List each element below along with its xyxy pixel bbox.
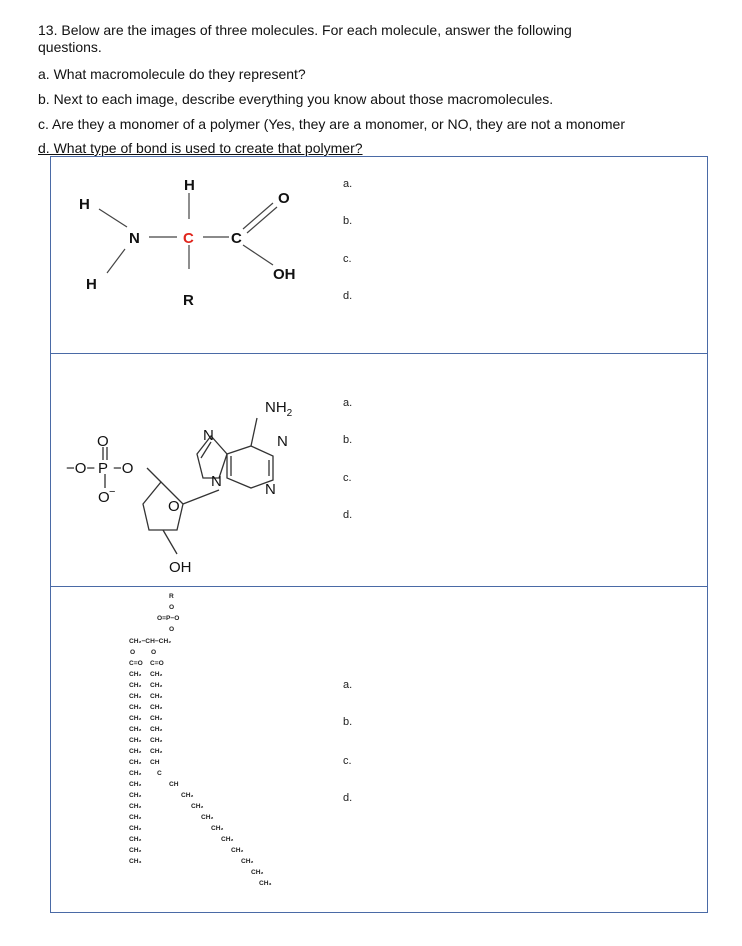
atom-o-carbonyl: O [278,190,290,207]
atom-ring-o: O [168,498,180,515]
chain-left-ch2: CH₂ [129,792,142,799]
phospholipid-structure [51,587,331,912]
chain-left-ch2: CH₂ [129,693,142,700]
atom-o-ester: −O [113,460,134,477]
atom-o-double: O [97,433,109,450]
head-phosphate: O=P−O [157,615,180,622]
chain-left-ch3: CH₃ [129,858,142,865]
chain-kink-ch2: CH₂ [201,814,214,821]
chain-kink-ch2: CH₂ [211,825,224,832]
chain-left-ch2: CH₂ [129,781,142,788]
chain-right-ch2: CH₂ [150,682,163,689]
chain-left-ch2: CH₂ [129,682,142,689]
atom-n1: N [277,433,288,450]
atom-oh: OH [273,266,296,283]
atom-nh2: $NH_2$ [265,399,293,419]
atom-c-alpha: C [183,230,194,247]
atom-n: N [129,230,140,247]
question-line-1: 13. Below are the images of three molecules. For each molecule, answer the following [38,22,572,38]
question-c: c. Are they a monomer of a polymer (Yes, they are a monomer, or NO, they are not a monomer [38,116,625,132]
chain-left-ch2: CH₂ [129,671,142,678]
head-glycerol: CH₂−CH−CH₂ [129,638,172,645]
question-line-2: questions. [38,39,102,55]
head-o-right: O [151,649,157,656]
chain-kink-ch2: CH₂ [241,858,254,865]
chain-left-ch2: CH₂ [129,726,142,733]
answer-label-d: d. [343,290,353,302]
question-b: b. Next to each image, describe everything you know about those macromolecules. [38,91,554,107]
chain-right-ch2: CH₂ [150,671,163,678]
atom-r: R [183,292,194,309]
chain-left-ch2: CH₂ [129,715,142,722]
question-a: a. What macromolecule do they represent? [38,66,306,82]
head-o-left: O [130,649,136,656]
answer-label-a: a. [343,178,353,190]
head-ester-left: C=O [129,660,143,667]
atom-p: P [98,460,109,477]
question-d: d. What type of bond is used to create that polymer? [38,140,363,156]
atom-h-left-top: H [79,196,90,213]
atom-minus-charge: − [109,486,116,498]
atom-n7: N [203,427,214,444]
chain-left-ch2: CH₂ [129,814,142,821]
answer-label-d: d. [343,509,353,521]
chain-left-ch2: CH₂ [129,748,142,755]
molecule-box-2 [50,353,708,587]
molecule-box-3 [50,586,708,913]
chain-left-ch2: CH₂ [129,847,142,854]
answer-label-a: a. [343,679,353,691]
atom-n9: N [211,473,222,490]
head-ester-right: C=O [150,660,164,667]
chain-right-ch2: CH₂ [150,726,163,733]
chain-kink-ch2: CH₂ [231,847,244,854]
chain-kink-ch2: CH₂ [191,803,204,810]
chain-right-ch2: CH₂ [150,693,163,700]
atom-h-left-bottom: H [86,276,97,293]
amino-acid-structure [51,157,351,353]
atom-oh-sugar: OH [169,559,192,576]
chain-right-ch2: CH₂ [150,737,163,744]
chain-kink-ch2: CH₂ [251,869,264,876]
atom-n3: N [265,481,276,498]
chain-kink-ch2: CH₂ [221,836,234,843]
atom-c-carboxyl: C [231,230,242,247]
chain-kink-ch2: CH₂ [181,792,194,799]
answer-label-b: b. [343,434,353,446]
atom-o-minus-bottom: O [98,489,110,506]
chain-right-ch2: CH₂ [150,704,163,711]
chain-left-ch2: CH₂ [129,759,142,766]
head-o2: O [169,626,175,633]
nucleotide-structure [51,354,351,586]
answer-label-a: a. [343,397,353,409]
chain-kink-ch: CH [169,781,179,788]
chain-left-ch2: CH₂ [129,825,142,832]
chain-right-ch-cis: CH [150,759,160,766]
chain-left-ch2: CH₂ [129,704,142,711]
chain-left-ch2: CH₂ [129,737,142,744]
chain-left-ch2: CH₂ [129,770,142,777]
answer-label-c: c. [343,755,352,767]
answer-label-d: d. [343,792,353,804]
atom-h-top: H [184,177,195,194]
chain-right-ch2: CH₂ [150,748,163,755]
answer-label-b: b. [343,215,353,227]
head-o1: O [169,604,175,611]
answer-label-c: c. [343,253,352,265]
chain-left-ch2: CH₂ [129,836,142,843]
chain-left-ch2: CH₂ [129,803,142,810]
answer-label-c: c. [343,472,352,484]
head-r: R [169,593,174,600]
chain-kink-ch3: CH₃ [259,880,272,887]
chain-right-c: C [157,770,162,777]
molecule-box-1 [50,156,708,354]
chain-right-ch2: CH₂ [150,715,163,722]
answer-label-b: b. [343,716,353,728]
atom-o-minus-left: −O− [66,460,96,477]
